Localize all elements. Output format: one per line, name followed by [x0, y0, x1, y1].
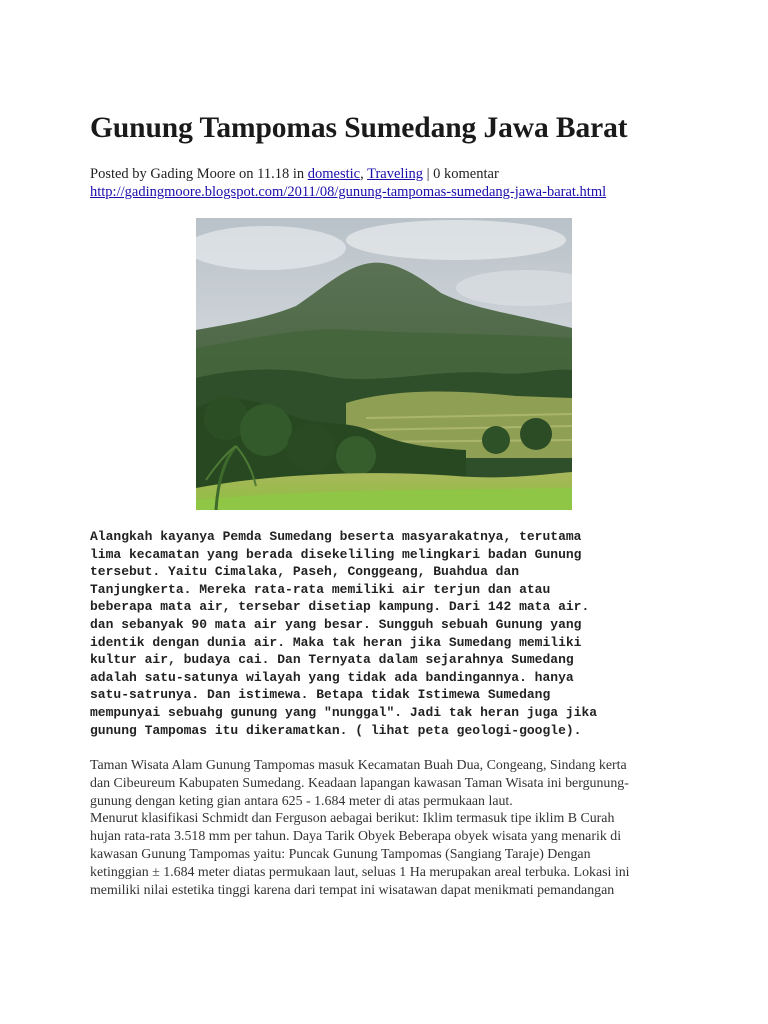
body-line: Menurut klasifikasi Schmidt dan Ferguson aebagai berikut: Iklim termasuk tipe iklim B Curah [90, 811, 615, 827]
intro-line: gunung Tampomas itu dikeramatkan. ( lihat peta geologi-google). [90, 722, 582, 738]
intro-line: satu-satrunya. Dan istimewa. Betapa tidak Istimewa Sumedang [90, 687, 551, 703]
category-link-domestic[interactable]: domestic [307, 166, 361, 182]
body-line: gunung dengan keting gian antara 625 - 1.684 meter di atas permukaan laut. [90, 793, 513, 809]
post-meta-prefix: Posted by Gading Moore on 11.18 in [90, 166, 308, 182]
intro-line: tersebut. Yaitu Cimalaka, Paseh, Conggeang, Buahdua dan [90, 564, 520, 580]
intro-paragraph [90, 528, 690, 739]
body-line: kawasan Gunung Tampomas yaitu: Puncak Gunung Tampomas (Sangiang Taraje) Dengan [90, 846, 591, 862]
intro-line: identik dengan dunia air. Maka tak heran jika Sumedang memiliki [90, 634, 582, 650]
intro-line: beberapa mata air, tersebar disetiap kampung. Dari 142 mata air. [90, 599, 590, 615]
category-separator: , [360, 166, 368, 182]
body-line: memiliki nilai estetika tinggi karena dari tempat ini wisatawan dapat menikmati pemandangan [90, 882, 615, 898]
intro-line: kultur air, budaya cai. Dan Ternyata dalam sejarahnya Sumedang [90, 652, 574, 668]
post-permalink[interactable]: http://gadingmoore.blogspot.com/2011/08/gunung-tampomas-sumedang-jawa-barat.html [90, 184, 607, 200]
body-paragraph [90, 757, 690, 899]
post-title: Gunung Tampomas Sumedang Jawa Barat [90, 112, 628, 144]
intro-line: dan sebanyak 90 mata air yang besar. Sungguh sebuah Gunung yang [90, 616, 582, 632]
intro-line: mempunyai sebuahg gunung yang "nunggal". Jadi tak heran juga jika [90, 704, 598, 720]
mountain-landscape-image [196, 218, 572, 510]
intro-line: lima kecamatan yang berada disekeliling melingkari badan Gunung [90, 546, 582, 562]
body-line: dan Cibeureum Kabupaten Sumedang. Keadaan lapangan kawasan Taman Wisata ini bergunung- [90, 775, 629, 791]
mountain-photo [196, 218, 572, 510]
intro-line: adalah satu-satunya wilayah yang tidak ada bandingannya. hanya [90, 669, 574, 685]
intro-line: Tanjungkerta. Mereka rata-rata memiliki air terjun dan atau [90, 581, 551, 597]
body-line: Taman Wisata Alam Gunung Tampomas masuk Kecamatan Buah Dua, Congeang, Sindang kerta [90, 758, 627, 773]
post-meta [90, 165, 499, 183]
category-link-traveling[interactable]: Traveling [367, 166, 423, 182]
body-line: ketinggian ± 1.684 meter diatas permukaan laut, seluas 1 Ha merupakan areal terbuka. Lokasi ini [90, 864, 630, 880]
post-meta-suffix: | 0 komentar [422, 166, 499, 182]
intro-line: Alangkah kayanya Pemda Sumedang beserta masyarakatnya, terutama [90, 529, 582, 544]
body-line: hujan rata-rata 3.518 mm per tahun. Daya Tarik Obyek Beberapa obyek wisata yang menarik di [90, 829, 622, 845]
